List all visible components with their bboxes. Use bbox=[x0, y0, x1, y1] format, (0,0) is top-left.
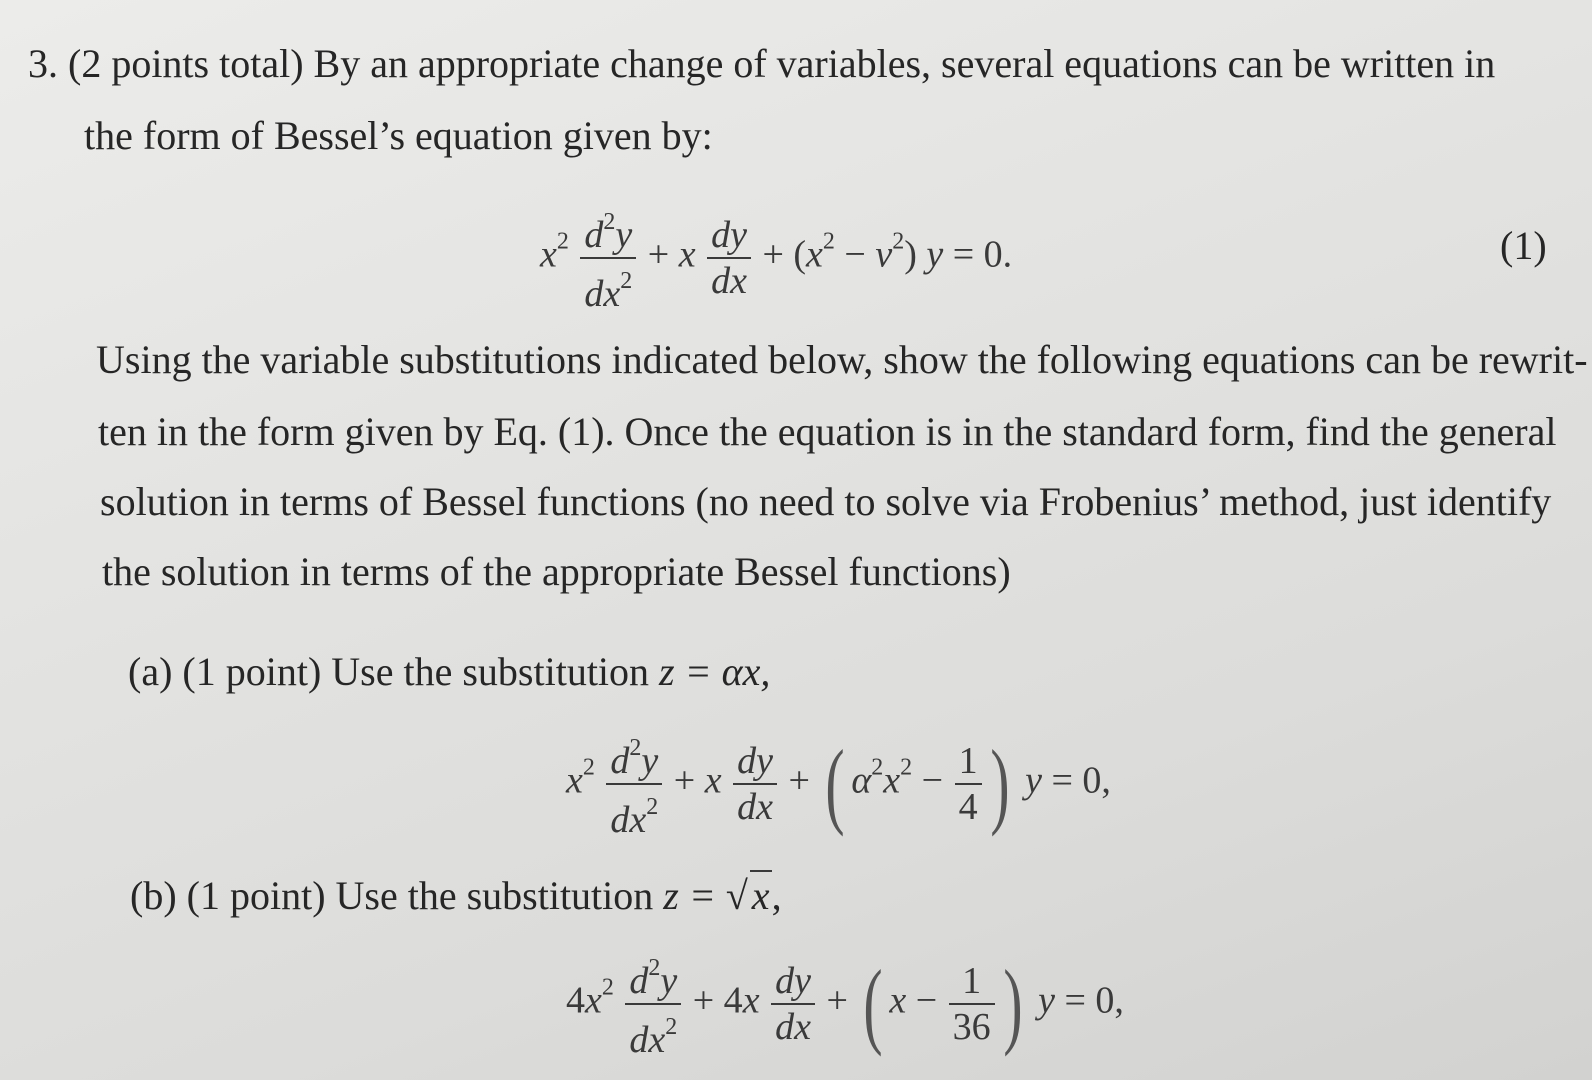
paragraph-line-2: ten in the form given by Eq. (1). Once the equation is in the standard form, find the general bbox=[98, 409, 1557, 454]
part-a-substitution: z = αx, bbox=[659, 649, 771, 694]
equation-b-result: = 0, bbox=[1064, 979, 1124, 1022]
part-b-frac-num: 1 bbox=[949, 959, 995, 1005]
part-b-substitution-lhs: z = bbox=[663, 873, 716, 918]
part-a-text: (1 point) Use the substitution bbox=[182, 649, 650, 694]
part-a-frac-num: 1 bbox=[955, 739, 982, 785]
part-a-equation: $x^2$ $\frac{d^2y}{dx^2}$ + x $\frac{dy}{dx}$ + ( $\alpha^2x^2$ − $\frac{1}{4}$ ) y = 0, bbox=[566, 726, 1111, 842]
equation-number: (1) bbox=[1500, 223, 1547, 268]
part-b-text: (1 point) Use the substitution bbox=[186, 873, 654, 918]
part-b-heading: (b) (1 point) Use the substitution z = √ x, bbox=[130, 870, 782, 920]
part-a-heading bbox=[128, 648, 770, 696]
equation-1-result: = 0. bbox=[952, 233, 1013, 276]
part-a-label: (a) bbox=[128, 649, 173, 694]
problem-number: 3. bbox=[28, 41, 58, 86]
part-b-substitution-radicand: x bbox=[750, 870, 772, 920]
part-b-frac-den: 36 bbox=[952, 1006, 991, 1048]
part-b-label: (b) bbox=[130, 873, 177, 918]
paragraph-line-1: Using the variable substitutions indicated below, show the following equations can be rewrit- bbox=[96, 337, 1588, 382]
paragraph-line-3: solution in terms of Bessel functions (no need to solve via Frobenius’ method, just identify bbox=[100, 479, 1552, 524]
part-a-frac-den: 4 bbox=[958, 786, 978, 828]
paragraph-line-4: the solution in terms of the appropriate Bessel functions) bbox=[102, 549, 1011, 594]
problem-intro-text: (2 points total) By an appropriate change of variables, several equations can be written in bbox=[68, 41, 1496, 86]
problem-intro-line-1 bbox=[28, 40, 1495, 88]
equation-a-result: = 0, bbox=[1051, 759, 1111, 802]
problem-intro-line-2: the form of Bessel’s equation given by: bbox=[84, 113, 713, 158]
part-b-equation: $4x^2$ $\frac{d^2y}{dx^2}$ + 4x $\frac{dy}{dx}$ + ( x − $\frac{1}{36}$ ) y = 0, bbox=[566, 946, 1124, 1062]
bessel-equation: $x^2$ $\frac{d^2y}{dx^2}$ + x $\frac{dy}{dx}$ + $(x^2 - \nu^2) y = 0$. bbox=[540, 200, 1012, 316]
